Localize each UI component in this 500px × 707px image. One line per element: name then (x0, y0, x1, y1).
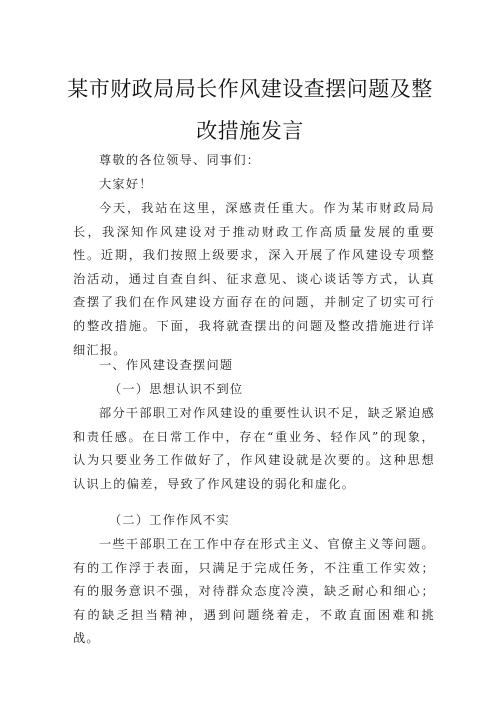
hello-paragraph: 大家好！ (99, 177, 153, 191)
subsection-heading: （二）工作作风不实 (109, 513, 230, 527)
section-heading: 一、作风建设查摆问题 (99, 358, 234, 372)
intro-paragraph: 今天，我站在这里，深感责任重大。作为某市财政局局长，我深知作风建设对于推动财政工作高质量发展的重要性。近期，我们按照上级要求，深入开展了作风建设专项整治活动，通过自查自纠、征求意见、谈心谈话等方式，认真查摆了我们在作风建设方面存在的问题，并制定了切实可行的整改措施。下面，我将就查摆出的问题及整改措施进行详细汇报。 (73, 201, 435, 357)
subsection-heading: （一）思想认识不到位 (109, 382, 244, 396)
body-paragraph: 一些干部职工在工作中存在形式主义、官僚主义等问题。有的工作浮于表面，只满足于完成任务，不注重工作实效；有的服务意识不强，对待群众态度冷漠，缺乏耐心和细心；有的缺乏担当精神，遇到问题绕着走，不敢直面困难和挑战。 (73, 537, 435, 646)
greeting-paragraph: 尊敬的各位领导、同事们： (99, 153, 261, 167)
body-paragraph: 部分干部职工对作风建设的重要性认识不足，缺乏紧迫感和责任感。在日常工作中，存在“重业务、轻作风”的现象，认为只要业务工作做好了，作风建设就是次要的。这种思想认识上的偏差，导致了作风建设的弱化和虚化。 (73, 406, 435, 491)
document-title-line1: 某市财政局局长作风建设查摆问题及整 (67, 77, 433, 101)
document-title-line2: 改措施发言 (196, 119, 304, 143)
